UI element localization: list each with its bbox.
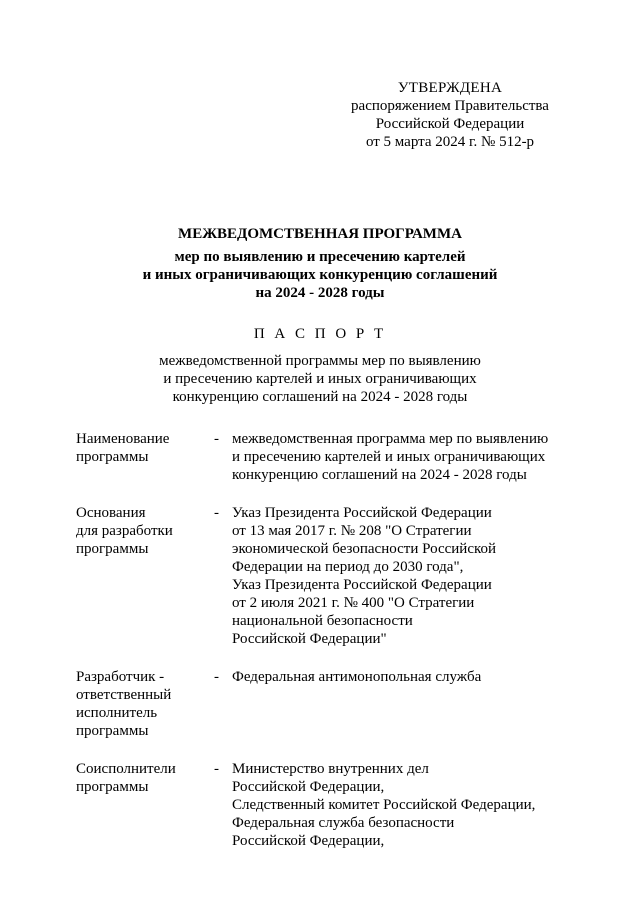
row-label-line: программы [76,723,149,739]
row-value-line: межведомственная программа мер по выявлению [232,431,549,447]
row-value-line: от 13 мая 2017 г. № 208 "О Стратегии [232,523,472,539]
row-label [76,760,214,870]
row-value-line: Российской Федерации, [232,833,385,849]
row-value-line: Указ Президента Российской Федерации [232,505,492,521]
approval-line: Российской Федерации [375,116,525,132]
row-value-line: экономической безопасности Российской [232,541,497,557]
table-row [76,430,576,504]
row-value-line: Российской Федерации" [232,631,387,647]
passport-heading: П А С П О Р Т [253,326,387,342]
table-row [76,760,576,870]
row-label-line: программы [76,779,149,795]
row-label [76,668,214,760]
row-separator: - [214,761,219,777]
row-value-line: Следственный комитет Российской Федерации, [232,797,536,813]
row-label-line: для разработки [76,523,173,539]
row-value-line: Федеральная служба безопасности [232,815,455,831]
row-value [232,668,576,760]
row-value-line: национальной безопасности [232,613,413,629]
row-separator: - [214,505,219,521]
passport-subtitle-line: конкуренцию соглашений на 2024 - 2028 годы [172,389,468,405]
row-value-line: Федеральная антимонопольная служба [232,669,482,685]
passport-subtitle-line: и пресечению картелей и иных ограничивающих [163,371,477,387]
row-value-line: конкуренцию соглашений на 2024 - 2028 годы [232,467,527,483]
row-value [232,504,576,668]
row-label-line: Соисполнители [76,761,176,777]
row-separator: - [214,669,219,685]
row-label-line: программы [76,541,149,557]
row-value-line: от 2 июля 2021 г. № 400 "О Стратегии [232,595,475,611]
passport-table [76,430,576,870]
row-label-line: программы [76,449,149,465]
program-subtitle-line: на 2024 - 2028 годы [255,285,385,301]
passport-header [60,325,580,406]
row-label-line: Разработчик - [76,669,165,685]
approval-heading: УТВЕРЖДЕНА [397,80,503,96]
row-label-line: исполнитель [76,705,158,721]
row-label [76,430,214,504]
row-value-line: и пресечению картелей и иных ограничивающих [232,449,546,465]
row-value-line: Указ Президента Российской Федерации [232,577,492,593]
passport-subtitle-line: межведомственной программы мер по выявлению [159,353,481,369]
program-subtitle-line: мер по выявлению и пресечению картелей [174,249,466,265]
row-label-line: ответственный [76,687,172,703]
row-value [232,430,576,504]
row-value-line: Министерство внутренних дел [232,761,429,777]
row-separator: - [214,431,219,447]
table-row [76,504,576,668]
table-row [76,668,576,760]
row-label-line: Основания [76,505,146,521]
row-value-line: Российской Федерации, [232,779,385,795]
approval-date-line: от 5 марта 2024 г. № 512-р [365,134,535,150]
row-label [76,504,214,668]
row-value [232,760,576,870]
program-title [60,225,580,302]
row-label-line: Наименование [76,431,170,447]
program-subtitle-line: и иных ограничивающих конкуренцию соглашений [142,267,498,283]
row-value-line: Федерации на период до 2030 года", [232,559,464,575]
approval-stamp [340,79,560,151]
program-title-main: МЕЖВЕДОМСТВЕННАЯ ПРОГРАММА [178,226,462,242]
approval-line: распоряжением Правительства [351,98,549,114]
